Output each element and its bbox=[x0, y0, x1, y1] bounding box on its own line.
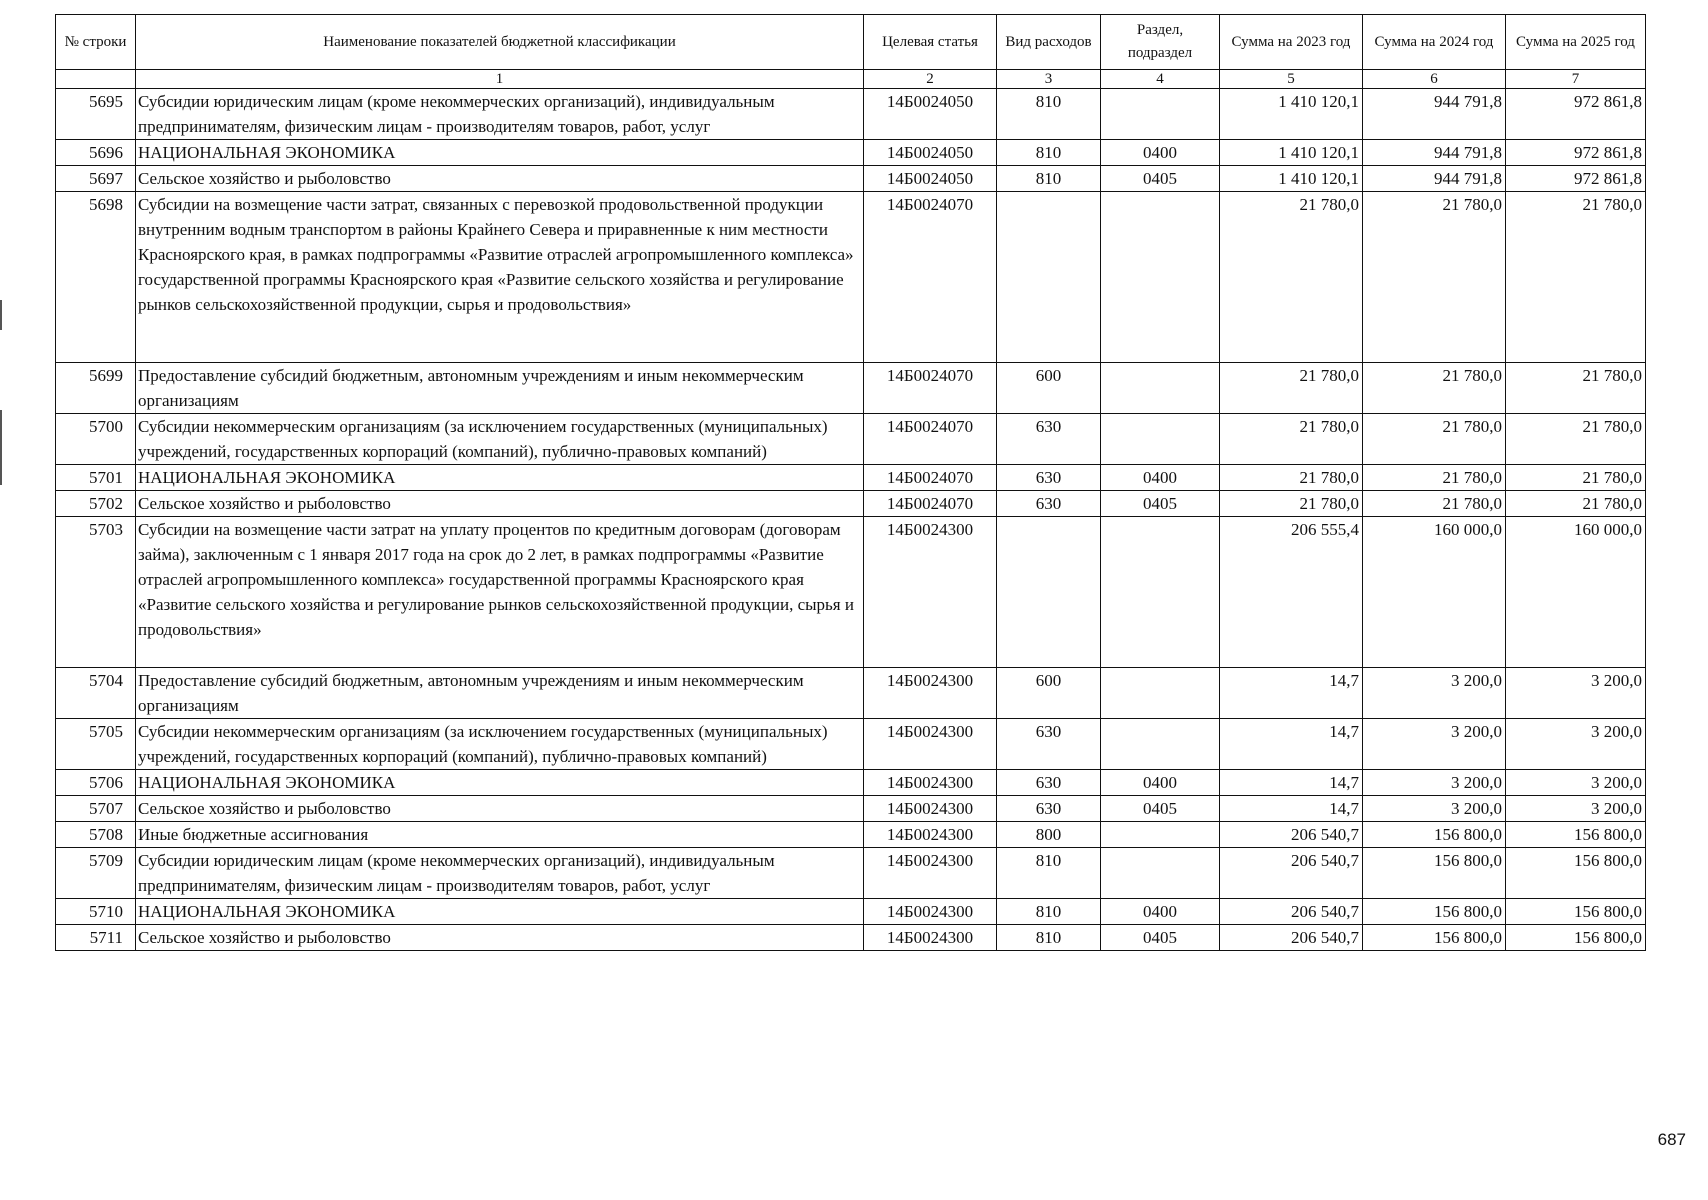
column-number: 1 bbox=[136, 70, 864, 89]
header-row bbox=[56, 15, 1646, 70]
row-sum2024: 21 780,0 bbox=[1363, 363, 1506, 414]
row-sum2025: 3 200,0 bbox=[1506, 770, 1646, 796]
row-sum2023: 21 780,0 bbox=[1220, 192, 1363, 363]
row-section: 0405 bbox=[1101, 925, 1220, 951]
header-section: Раздел, подраздел bbox=[1101, 15, 1220, 70]
row-kind: 630 bbox=[997, 491, 1101, 517]
row-name: НАЦИОНАЛЬНАЯ ЭКОНОМИКА bbox=[136, 899, 864, 925]
row-target: 14Б0024070 bbox=[864, 363, 997, 414]
row-number: 5703 bbox=[56, 517, 136, 668]
row-number: 5702 bbox=[56, 491, 136, 517]
row-section bbox=[1101, 414, 1220, 465]
row-sum2024: 3 200,0 bbox=[1363, 668, 1506, 719]
table-row bbox=[56, 491, 1646, 517]
column-number: 6 bbox=[1363, 70, 1506, 89]
row-kind: 630 bbox=[997, 414, 1101, 465]
scan-edge-mark bbox=[0, 300, 2, 330]
column-number: 3 bbox=[997, 70, 1101, 89]
row-sum2025: 156 800,0 bbox=[1506, 848, 1646, 899]
row-name: Иные бюджетные ассигнования bbox=[136, 822, 864, 848]
row-section: 0400 bbox=[1101, 770, 1220, 796]
row-name: Сельское хозяйство и рыболовство bbox=[136, 925, 864, 951]
table-row bbox=[56, 192, 1646, 363]
row-name: Субсидии юридическим лицам (кроме некоммерческих организаций), индивидуальным предпринимателям, физическим лицам - производителям товаров, работ, услуг bbox=[136, 848, 864, 899]
row-target: 14Б0024300 bbox=[864, 770, 997, 796]
row-sum2025: 21 780,0 bbox=[1506, 414, 1646, 465]
table-row bbox=[56, 822, 1646, 848]
row-kind: 810 bbox=[997, 848, 1101, 899]
row-sum2023: 1 410 120,1 bbox=[1220, 166, 1363, 192]
row-sum2023: 206 540,7 bbox=[1220, 822, 1363, 848]
row-name: Сельское хозяйство и рыболовство bbox=[136, 491, 864, 517]
row-target: 14Б0024070 bbox=[864, 465, 997, 491]
row-target: 14Б0024300 bbox=[864, 668, 997, 719]
row-number: 5698 bbox=[56, 192, 136, 363]
row-kind bbox=[997, 517, 1101, 668]
row-target: 14Б0024300 bbox=[864, 925, 997, 951]
scan-edge-mark bbox=[0, 410, 2, 485]
row-sum2024: 156 800,0 bbox=[1363, 925, 1506, 951]
row-name: Предоставление субсидий бюджетным, автономным учреждениям и иным некоммерческим организациям bbox=[136, 668, 864, 719]
row-name: Субсидии на возмещение части затрат, связанных с перевозкой продовольственной продукции внутренним водным транспортом в районы Крайнего Севера и приравненные к ним местности Красноярского края, в рамках подпрограммы «Развитие отраслей агропромышленного комплекса» государственной программы Красноярского края «Развитие сельского хозяйства и регулирование рынков сельскохозяйственной продукции, сырья и продовольствия» bbox=[136, 192, 864, 363]
table-row bbox=[56, 668, 1646, 719]
table-row bbox=[56, 465, 1646, 491]
row-number: 5704 bbox=[56, 668, 136, 719]
row-number: 5701 bbox=[56, 465, 136, 491]
column-number bbox=[56, 70, 136, 89]
header-sum2024: Сумма на 2024 год bbox=[1363, 15, 1506, 70]
row-name: НАЦИОНАЛЬНАЯ ЭКОНОМИКА bbox=[136, 465, 864, 491]
row-section bbox=[1101, 517, 1220, 668]
row-name: Субсидии на возмещение части затрат на уплату процентов по кредитным договорам (договорам займа), заключенным с 1 января 2017 года на срок до 2 лет, в рамках подпрограммы «Развитие отраслей агропромышленного комплекса» государственной программы Красноярского края «Развитие сельского хозяйства и регулирование рынков сельскохозяйственной продукции, сырья и продовольствия» bbox=[136, 517, 864, 668]
row-sum2023: 1 410 120,1 bbox=[1220, 89, 1363, 140]
row-target: 14Б0024300 bbox=[864, 796, 997, 822]
header-target: Целевая статья bbox=[864, 15, 997, 70]
row-section: 0400 bbox=[1101, 899, 1220, 925]
row-sum2025: 21 780,0 bbox=[1506, 465, 1646, 491]
row-kind: 810 bbox=[997, 899, 1101, 925]
column-numbers-row bbox=[56, 70, 1646, 89]
table-row bbox=[56, 166, 1646, 192]
row-sum2024: 156 800,0 bbox=[1363, 899, 1506, 925]
row-kind: 600 bbox=[997, 668, 1101, 719]
table-row bbox=[56, 363, 1646, 414]
row-name: НАЦИОНАЛЬНАЯ ЭКОНОМИКА bbox=[136, 140, 864, 166]
row-section bbox=[1101, 89, 1220, 140]
row-sum2023: 14,7 bbox=[1220, 719, 1363, 770]
budget-table-sheet bbox=[55, 14, 1646, 951]
row-sum2024: 3 200,0 bbox=[1363, 719, 1506, 770]
row-sum2023: 21 780,0 bbox=[1220, 414, 1363, 465]
table-row bbox=[56, 719, 1646, 770]
row-target: 14Б0024070 bbox=[864, 414, 997, 465]
row-sum2024: 21 780,0 bbox=[1363, 414, 1506, 465]
row-section bbox=[1101, 719, 1220, 770]
row-name: Предоставление субсидий бюджетным, автономным учреждениям и иным некоммерческим организациям bbox=[136, 363, 864, 414]
row-number: 5700 bbox=[56, 414, 136, 465]
row-number: 5708 bbox=[56, 822, 136, 848]
row-kind: 810 bbox=[997, 140, 1101, 166]
row-sum2025: 3 200,0 bbox=[1506, 796, 1646, 822]
header-sum2025: Сумма на 2025 год bbox=[1506, 15, 1646, 70]
row-sum2025: 972 861,8 bbox=[1506, 89, 1646, 140]
row-sum2025: 156 800,0 bbox=[1506, 899, 1646, 925]
row-section: 0405 bbox=[1101, 796, 1220, 822]
row-number: 5699 bbox=[56, 363, 136, 414]
row-sum2023: 206 555,4 bbox=[1220, 517, 1363, 668]
row-target: 14Б0024050 bbox=[864, 89, 997, 140]
row-section bbox=[1101, 668, 1220, 719]
row-target: 14Б0024050 bbox=[864, 166, 997, 192]
header-name: Наименование показателей бюджетной классификации bbox=[136, 15, 864, 70]
row-sum2025: 972 861,8 bbox=[1506, 166, 1646, 192]
row-sum2023: 14,7 bbox=[1220, 796, 1363, 822]
row-target: 14Б0024070 bbox=[864, 192, 997, 363]
row-sum2025: 972 861,8 bbox=[1506, 140, 1646, 166]
header-kind: Вид расходов bbox=[997, 15, 1101, 70]
row-number: 5709 bbox=[56, 848, 136, 899]
column-number: 5 bbox=[1220, 70, 1363, 89]
row-sum2025: 3 200,0 bbox=[1506, 719, 1646, 770]
row-name: Сельское хозяйство и рыболовство bbox=[136, 796, 864, 822]
row-target: 14Б0024070 bbox=[864, 491, 997, 517]
row-number: 5696 bbox=[56, 140, 136, 166]
row-sum2023: 14,7 bbox=[1220, 770, 1363, 796]
row-section bbox=[1101, 848, 1220, 899]
row-sum2024: 21 780,0 bbox=[1363, 192, 1506, 363]
row-sum2024: 944 791,8 bbox=[1363, 140, 1506, 166]
row-kind: 630 bbox=[997, 719, 1101, 770]
row-target: 14Б0024050 bbox=[864, 140, 997, 166]
row-kind bbox=[997, 192, 1101, 363]
row-target: 14Б0024300 bbox=[864, 822, 997, 848]
row-kind: 600 bbox=[997, 363, 1101, 414]
row-number: 5695 bbox=[56, 89, 136, 140]
table-row bbox=[56, 899, 1646, 925]
row-kind: 630 bbox=[997, 465, 1101, 491]
row-sum2023: 206 540,7 bbox=[1220, 848, 1363, 899]
row-sum2025: 21 780,0 bbox=[1506, 363, 1646, 414]
column-number: 2 bbox=[864, 70, 997, 89]
row-sum2025: 160 000,0 bbox=[1506, 517, 1646, 668]
column-number: 4 bbox=[1101, 70, 1220, 89]
row-section: 0405 bbox=[1101, 491, 1220, 517]
budget-classification-table bbox=[55, 14, 1646, 951]
row-number: 5711 bbox=[56, 925, 136, 951]
row-sum2023: 21 780,0 bbox=[1220, 491, 1363, 517]
row-section: 0400 bbox=[1101, 140, 1220, 166]
row-sum2024: 156 800,0 bbox=[1363, 822, 1506, 848]
row-sum2024: 944 791,8 bbox=[1363, 166, 1506, 192]
table-row bbox=[56, 848, 1646, 899]
row-target: 14Б0024300 bbox=[864, 899, 997, 925]
row-sum2023: 21 780,0 bbox=[1220, 363, 1363, 414]
row-kind: 810 bbox=[997, 925, 1101, 951]
table-row bbox=[56, 796, 1646, 822]
row-kind: 810 bbox=[997, 166, 1101, 192]
row-name: Субсидии юридическим лицам (кроме некоммерческих организаций), индивидуальным предпринимателям, физическим лицам - производителям товаров, работ, услуг bbox=[136, 89, 864, 140]
row-sum2025: 21 780,0 bbox=[1506, 192, 1646, 363]
row-number: 5697 bbox=[56, 166, 136, 192]
row-section bbox=[1101, 192, 1220, 363]
table-row bbox=[56, 770, 1646, 796]
table-row bbox=[56, 89, 1646, 140]
row-kind: 800 bbox=[997, 822, 1101, 848]
header-row-no: № строки bbox=[56, 15, 136, 70]
row-number: 5706 bbox=[56, 770, 136, 796]
row-name: Сельское хозяйство и рыболовство bbox=[136, 166, 864, 192]
row-section: 0405 bbox=[1101, 166, 1220, 192]
row-name: Субсидии некоммерческим организациям (за исключением государственных (муниципальных) учреждений, государственных корпораций (компаний), публично-правовых компаний) bbox=[136, 414, 864, 465]
row-target: 14Б0024300 bbox=[864, 517, 997, 668]
row-kind: 630 bbox=[997, 796, 1101, 822]
header-sum2023: Сумма на 2023 год bbox=[1220, 15, 1363, 70]
row-sum2023: 1 410 120,1 bbox=[1220, 140, 1363, 166]
row-section bbox=[1101, 822, 1220, 848]
row-target: 14Б0024300 bbox=[864, 719, 997, 770]
row-kind: 630 bbox=[997, 770, 1101, 796]
row-number: 5707 bbox=[56, 796, 136, 822]
row-sum2023: 206 540,7 bbox=[1220, 925, 1363, 951]
row-sum2025: 21 780,0 bbox=[1506, 491, 1646, 517]
row-sum2024: 3 200,0 bbox=[1363, 770, 1506, 796]
table-row bbox=[56, 925, 1646, 951]
row-sum2025: 3 200,0 bbox=[1506, 668, 1646, 719]
row-name: Субсидии некоммерческим организациям (за исключением государственных (муниципальных) учреждений, государственных корпораций (компаний), публично-правовых компаний) bbox=[136, 719, 864, 770]
row-sum2024: 944 791,8 bbox=[1363, 89, 1506, 140]
row-sum2025: 156 800,0 bbox=[1506, 925, 1646, 951]
table-row bbox=[56, 517, 1646, 668]
table-body bbox=[56, 89, 1646, 951]
row-sum2024: 156 800,0 bbox=[1363, 848, 1506, 899]
row-sum2024: 3 200,0 bbox=[1363, 796, 1506, 822]
row-number: 5705 bbox=[56, 719, 136, 770]
row-sum2025: 156 800,0 bbox=[1506, 822, 1646, 848]
row-section bbox=[1101, 363, 1220, 414]
row-sum2024: 21 780,0 bbox=[1363, 465, 1506, 491]
row-sum2023: 14,7 bbox=[1220, 668, 1363, 719]
row-sum2024: 21 780,0 bbox=[1363, 491, 1506, 517]
table-row bbox=[56, 140, 1646, 166]
row-kind: 810 bbox=[997, 89, 1101, 140]
row-target: 14Б0024300 bbox=[864, 848, 997, 899]
row-number: 5710 bbox=[56, 899, 136, 925]
row-section: 0400 bbox=[1101, 465, 1220, 491]
row-sum2023: 21 780,0 bbox=[1220, 465, 1363, 491]
column-number: 7 bbox=[1506, 70, 1646, 89]
row-sum2024: 160 000,0 bbox=[1363, 517, 1506, 668]
row-sum2023: 206 540,7 bbox=[1220, 899, 1363, 925]
row-name: НАЦИОНАЛЬНАЯ ЭКОНОМИКА bbox=[136, 770, 864, 796]
page-number: 687 bbox=[1657, 1130, 1686, 1149]
table-row bbox=[56, 414, 1646, 465]
